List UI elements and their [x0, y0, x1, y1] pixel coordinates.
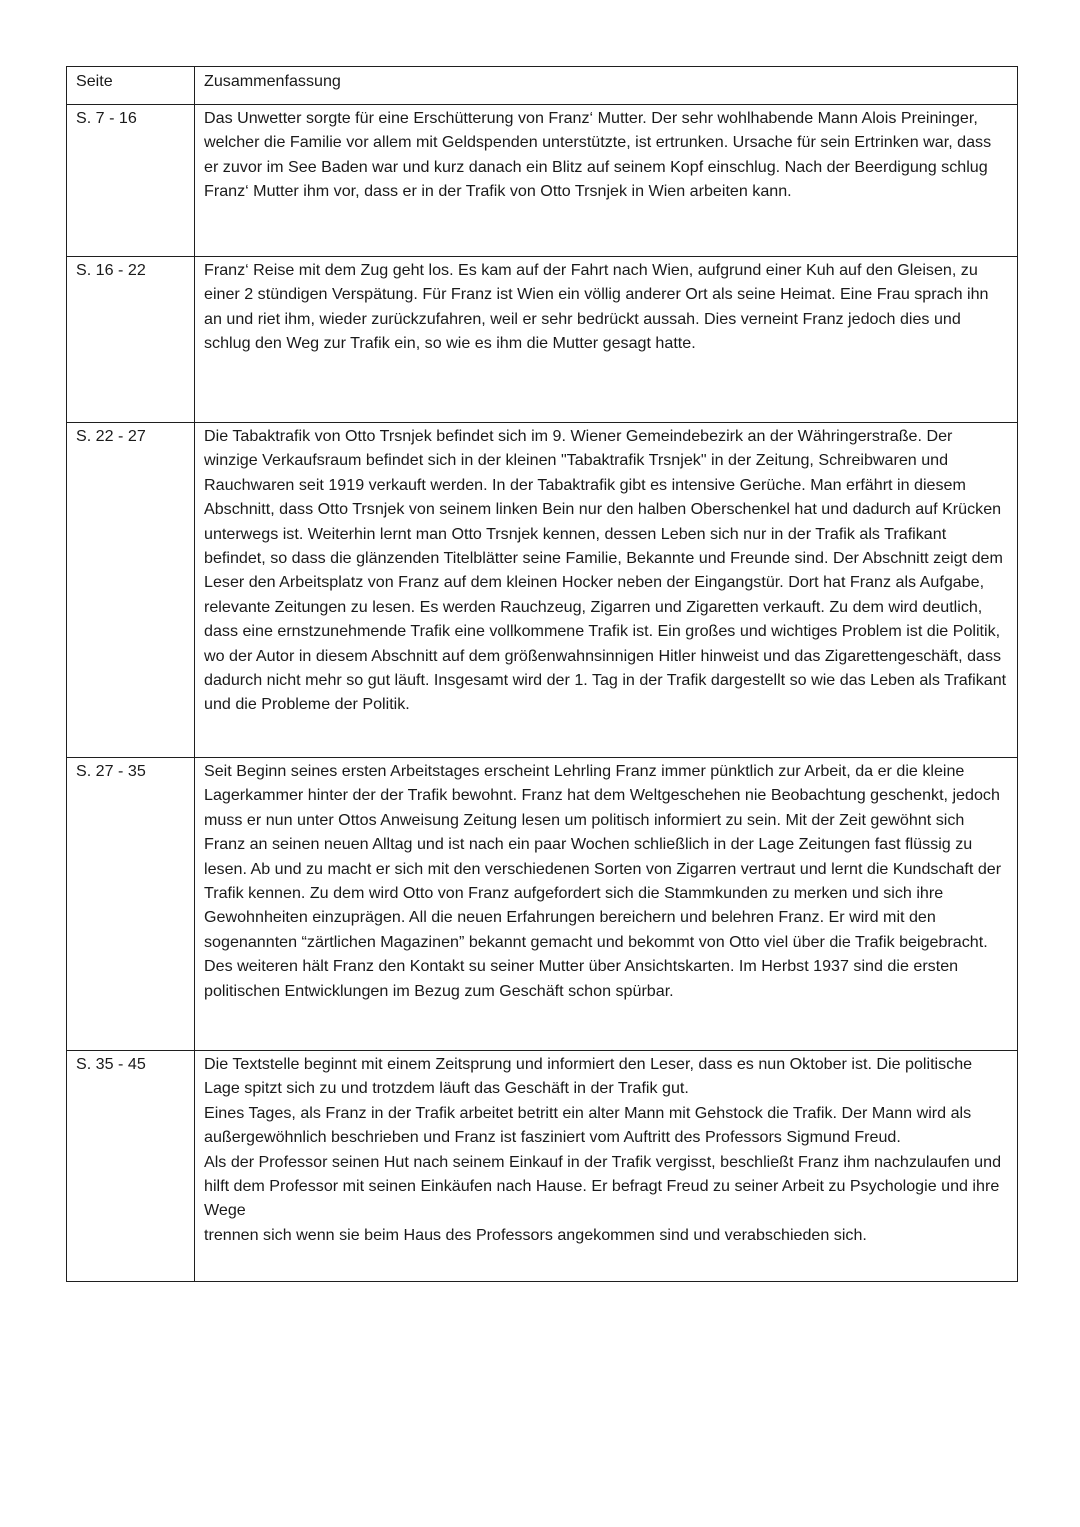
header-summary: Zusammenfassung: [195, 67, 1018, 105]
summary-cell: [195, 257, 1018, 423]
summary-cell: [195, 423, 1018, 758]
summary-paragraph: Eines Tages, als Franz in der Trafik arbeitet betritt ein alter Mann mit Gehstock die Trafik. Der Mann wird als außergewöhnlich beschrieben und Franz ist fasziniert vom Auftritt des Professors Sigmund Freud.: [204, 1103, 972, 1147]
page-range-cell: S. 27 - 35: [67, 758, 195, 1051]
summary-table: [66, 66, 1018, 1282]
summary-paragraph: Seit Beginn seines ersten Arbeitstages erscheint Lehrling Franz immer pünktlich zur Arbeit, da er die kleine Lagerkammer hinter der der Trafik bewohnt. Franz hat dem Weltgeschehen nie Beobachtung geschenkt, jedoch muss er nun unter Ottos Anweisung Zeitung lesen um politisch informiert zu sein. Mit der Zeit gewöhnt sich Franz an seinen neuen Alltag und ist nach ein paar Wochen schließlich in der Lage Zeitungen fast flüssig zu lesen. Ab und zu macht er sich mit den verschiedenen Sorten von Zigarren vertraut und lernt die Kundschaft der Trafik kennen. Zu dem wird Otto von Franz aufgefordert sich die Stammkunden zu merken und sich ihre Gewohnheiten einzuprägen. All die neuen Erfahrungen bereichern und belehren Franz. Er wird mit den sogenannten “zärtlichen Magazinen” bekannt gemacht und bekommt von Otto viel über die Trafik beigebracht. Des weiteren hält Franz den Kontakt su seiner Mutter über Ansichtskarten. Im Herbst 1937 sind die ersten politischen Entwicklungen im Bezug zum Geschäft schon spürbar.: [204, 762, 1002, 1000]
table-row: [67, 423, 1018, 758]
table-header-row: [67, 67, 1018, 105]
summary-paragraph: Das Unwetter sorgte für eine Erschütterung von Franz‘ Mutter. Der sehr wohlhabende Mann Alois Preininger, welcher die Familie vor allem mit Geldspenden unterstützte, ist ertrunken. Ursache für sein Ertrinken war, dass er zuvor im See Baden war und kurz danach ein Blitz auf seinem Kopf einschlug. Nach der Beerdigung schlug Franz‘ Mutter ihm vor, dass er in der Trafik von Otto Trsnjek in Wien arbeiten kann.: [204, 109, 992, 201]
summary-cell: [195, 758, 1018, 1051]
page-range-cell: S. 7 - 16: [67, 105, 195, 257]
page-range-cell: S. 16 - 22: [67, 257, 195, 423]
summary-cell: [195, 105, 1018, 257]
header-page: Seite: [67, 67, 195, 105]
page-range-cell: S. 35 - 45: [67, 1051, 195, 1282]
summary-paragraph: Die Tabaktrafik von Otto Trsnjek befindet sich im 9. Wiener Gemeindebezirk an der Währingerstraße. Der winzige Verkaufsraum befindet sich in der kleinen "Tabaktrafik Trsnjek" in der Zeitung, Schreibwaren und Rauchwaren seit 1919 verkauft werden. In der Tabaktrafik gibt es intensive Gerüche. Man erfährt in diesem Abschnitt, dass Otto Trsnjek von seinem linken Bein nur den halben Oberschenkel hat und dadurch auf Krücken unterwegs ist. Weiterhin lernt man Otto Trsnjek kennen, dessen Leben sich nur in der Trafik als Trafikant befindet, so dass die glänzenden Titelblätter seine Familie, Bekannte und Freunde sind. Der Abschnitt zeigt dem Leser den Arbeitsplatz von Franz auf dem kleinen Hocker neben der Eingangstür. Dort hat Franz als Aufgabe, relevante Zeitungen zu lesen. Es werden Rauchzeug, Zigarren und Zigaretten verkauft. Zu dem wird deutlich, dass eine ernstzunehmende Trafik eine vollkommene Trafik ist. Ein großes und wichtiges Problem ist die Politik, wo der Autor in diesem Abschnitt auf dem größenwahnsinnigen Hitler hinweist und das Zigarettengeschäft, dass dadurch nicht mehr so gut läuft. Insgesamt wird der 1. Tag in der Trafik dargestellt so wie das Leben als Trafikant und die Probleme der Politik.: [204, 427, 1007, 714]
summary-cell: [195, 1051, 1018, 1282]
summary-paragraph: Franz‘ Reise mit dem Zug geht los. Es kam auf der Fahrt nach Wien, aufgrund einer Kuh auf den Gleisen, zu einer 2 stündigen Verspätung. Für Franz ist Wien ein völlig anderer Ort als seine Heimat. Eine Frau sprach ihn an und riet ihm, wieder zurückzufahren, weil er sehr bedrückt aussah. Dies verneint Franz jedoch dies und schlug den Weg zur Trafik ein, so wie es ihm die Mutter gesagt hatte.: [204, 261, 989, 353]
summary-paragraph: Die Textstelle beginnt mit einem Zeitsprung und informiert den Leser, dass es nun Oktober ist. Die politische Lage spitzt sich zu und trotzdem läuft das Geschäft in der Trafik gut.: [204, 1055, 973, 1098]
table-row: [67, 105, 1018, 257]
summary-paragraph: Als der Professor seinen Hut nach seinem Einkauf in der Trafik vergisst, beschließt Franz ihm nachzulaufen und hilft dem Professor mit seinen Einkäufen nach Hause. Er befragt Freud zu seiner Arbeit zu Psychologie und ihre Wege: [204, 1152, 1002, 1220]
page-range-cell: S. 22 - 27: [67, 423, 195, 758]
table-row: [67, 758, 1018, 1051]
table-row: [67, 1051, 1018, 1282]
table-row: [67, 257, 1018, 423]
summary-paragraph: trennen sich wenn sie beim Haus des Professors angekommen sind und verabschieden sich.: [204, 1225, 867, 1244]
